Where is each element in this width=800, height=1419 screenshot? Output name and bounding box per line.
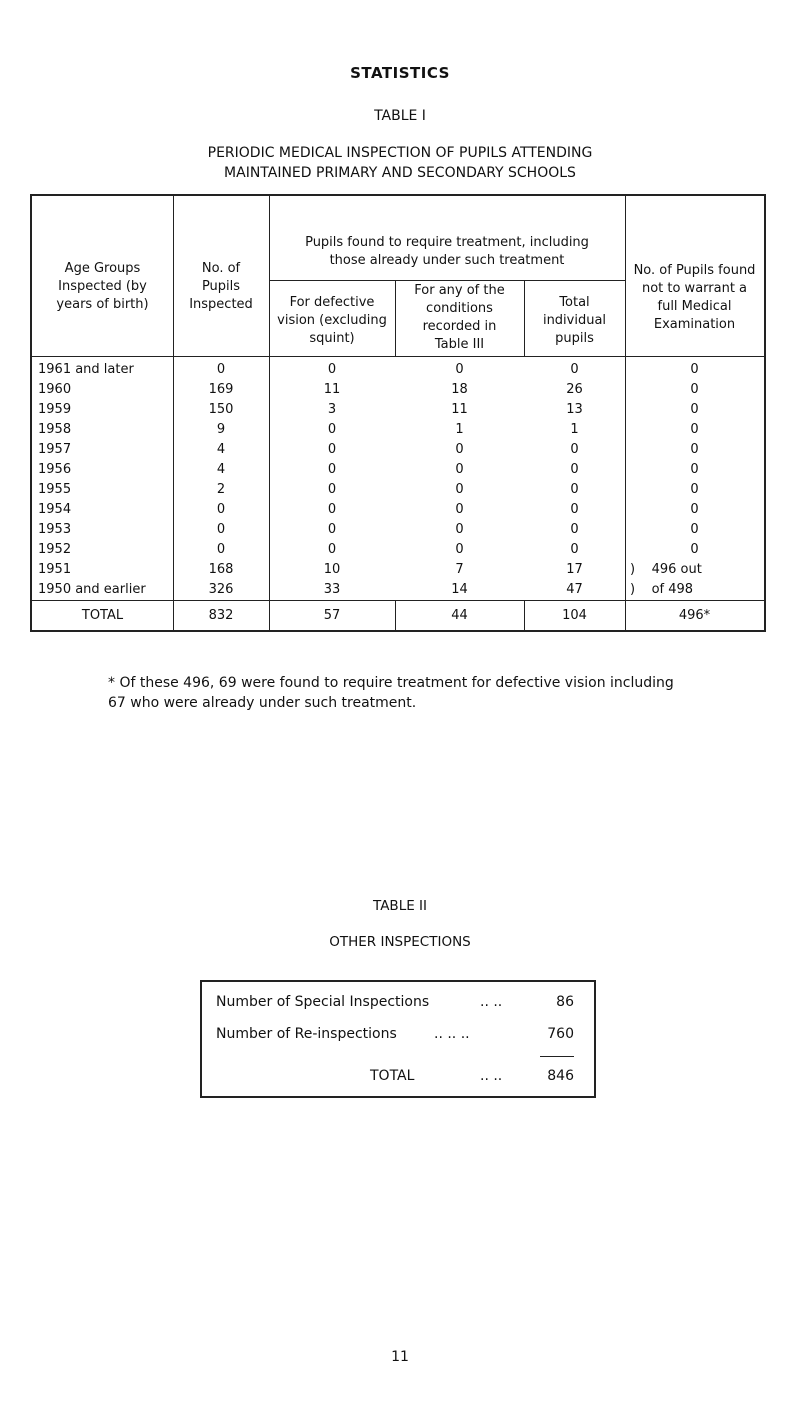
cell-vision: 0	[327, 522, 337, 537]
cell-other: 0	[455, 362, 464, 377]
cell-not-warrant: 0	[690, 502, 699, 517]
header-total-individual	[524, 294, 625, 348]
cell-other: 7	[455, 562, 464, 577]
footnote	[108, 673, 728, 713]
header-text: not to warrant a	[641, 281, 748, 296]
header-age-groups	[32, 260, 173, 314]
table1	[30, 194, 766, 632]
cell-total: 0	[570, 502, 579, 517]
cell-year: 1953	[38, 522, 72, 537]
cell-not-warrant: 0	[690, 422, 699, 437]
header-text: Pupils	[201, 279, 241, 294]
header-text: years of birth)	[56, 297, 149, 312]
header-not-warrant	[625, 262, 764, 334]
cell-year: 1954	[38, 502, 72, 517]
header-divider	[32, 356, 764, 357]
cell-inspected: 150	[208, 402, 234, 417]
cell-vision: 33	[323, 582, 341, 597]
sum-rule	[540, 1056, 574, 1057]
cell-other: 1	[455, 422, 464, 437]
cell-year: 1960	[38, 382, 72, 397]
footnote-line2: 67 who were already under such treatment.	[108, 695, 417, 711]
header-text: vision (excluding	[277, 313, 387, 328]
cell-other: 0	[455, 442, 464, 457]
cell-inspected: 4	[216, 462, 226, 477]
header-text: Total	[559, 295, 590, 310]
cell-total: 13	[566, 402, 583, 417]
header-treatment-group	[269, 234, 625, 270]
total-not-warrant: 496*	[678, 608, 711, 623]
cell-vision: 0	[327, 442, 337, 457]
header-text: squint)	[309, 331, 355, 346]
header-text: conditions	[426, 301, 493, 316]
cell-not-warrant: 0	[690, 542, 699, 557]
page-number: 11	[391, 1349, 409, 1365]
cell-year: 1955	[38, 482, 72, 497]
table2-total-value: 846	[547, 1068, 574, 1084]
header-text: individual	[542, 313, 607, 328]
cell-total: 17	[566, 562, 583, 577]
cell-not-warrant: 0	[690, 442, 699, 457]
header-text: Inspected (by	[58, 279, 147, 294]
cell-inspected: 2	[216, 482, 226, 497]
page-heading: STATISTICS	[350, 64, 450, 82]
cell-inspected: 168	[208, 562, 234, 577]
cell-not-warrant: ) 496 out	[630, 562, 702, 577]
reinspections-label: Number of Re-inspections	[216, 1026, 397, 1042]
header-text: Pupils found to require treatment, including	[305, 235, 589, 250]
reinspections-leader: .. .. ..	[434, 1026, 470, 1042]
table1-label: TABLE I	[374, 108, 426, 124]
cell-vision: 0	[327, 502, 337, 517]
header-text: Table III	[434, 337, 485, 352]
table2-title: OTHER INSPECTIONS	[329, 934, 471, 950]
table1-title	[0, 143, 800, 183]
header-text: Inspected	[189, 297, 253, 312]
cell-inspected: 9	[216, 422, 226, 437]
header-pupils-inspected	[173, 260, 269, 314]
header-other-conditions	[395, 282, 524, 354]
cell-total: 0	[570, 442, 579, 457]
cell-year: 1957	[38, 442, 72, 457]
cell-not-warrant: 0	[690, 462, 699, 477]
table2-total-leader: .. ..	[480, 1068, 503, 1084]
header-text: No. of Pupils found	[633, 263, 756, 278]
cell-total: 0	[570, 462, 579, 477]
total-vision: 57	[323, 608, 341, 623]
total-inspected: 832	[208, 608, 234, 623]
footnote-line1: * Of these 496, 69 were found to require treatment for defective vision including	[108, 675, 674, 691]
header-text: recorded in	[422, 319, 497, 334]
cell-not-warrant: 0	[690, 482, 699, 497]
header-text: Age Groups	[64, 261, 141, 276]
special-inspections-value: 86	[556, 994, 574, 1010]
cell-vision: 10	[323, 562, 341, 577]
cell-total: 26	[566, 382, 583, 397]
cell-inspected: 4	[216, 442, 226, 457]
cell-year: 1951	[38, 562, 72, 577]
cell-inspected: 169	[208, 382, 234, 397]
cell-vision: 11	[323, 382, 341, 397]
cell-year: 1958	[38, 422, 72, 437]
cell-inspected: 0	[216, 542, 226, 557]
cell-total: 47	[566, 582, 583, 597]
cell-total: 0	[570, 482, 579, 497]
header-text: pupils	[555, 331, 594, 346]
cell-other: 0	[455, 522, 464, 537]
reinspections-value: 760	[547, 1026, 574, 1042]
special-inspections-label: Number of Special Inspections	[216, 994, 430, 1010]
cell-inspected: 0	[216, 522, 226, 537]
cell-vision: 0	[327, 462, 337, 477]
cell-other: 18	[451, 382, 468, 397]
cell-other: 0	[455, 462, 464, 477]
cell-other: 11	[451, 402, 468, 417]
cell-year: 1959	[38, 402, 72, 417]
header-text: For any of the	[414, 283, 505, 298]
table2-total-label: TOTAL	[370, 1068, 415, 1084]
total-divider	[32, 600, 764, 601]
cell-other: 14	[451, 582, 468, 597]
cell-total: 0	[570, 522, 579, 537]
cell-year: 1956	[38, 462, 72, 477]
cell-vision: 0	[327, 542, 337, 557]
header-text: No. of	[201, 261, 241, 276]
table1-title-line2: MAINTAINED PRIMARY AND SECONDARY SCHOOLS	[224, 165, 576, 181]
header-defective-vision	[269, 294, 395, 348]
cell-inspected: 0	[216, 502, 226, 517]
table2	[200, 980, 596, 1098]
header-text: those already under such treatment	[329, 253, 565, 268]
cell-year: 1950 and earlier	[38, 582, 146, 597]
cell-not-warrant: 0	[690, 382, 699, 397]
cell-total: 1	[570, 422, 579, 437]
cell-inspected: 326	[208, 582, 234, 597]
table2-label: TABLE II	[373, 898, 427, 914]
cell-other: 0	[455, 502, 464, 517]
total-individual: 104	[562, 608, 587, 623]
cell-year: 1952	[38, 542, 72, 557]
table1-title-line1: PERIODIC MEDICAL INSPECTION OF PUPILS ATTENDING	[207, 145, 593, 161]
cell-total: 0	[570, 362, 579, 377]
header-text: Examination	[653, 317, 736, 332]
header-text: For defective	[289, 295, 375, 310]
cell-vision: 0	[327, 422, 337, 437]
total-label: TOTAL	[81, 608, 124, 623]
cell-not-warrant: 0	[690, 362, 699, 377]
cell-not-warrant: 0	[690, 402, 699, 417]
special-inspections-leader: .. ..	[480, 994, 503, 1010]
cell-vision: 3	[327, 402, 337, 417]
cell-other: 0	[455, 542, 464, 557]
cell-other: 0	[455, 482, 464, 497]
cell-year: 1961 and later	[38, 362, 134, 377]
cell-vision: 0	[327, 362, 337, 377]
cell-total: 0	[570, 542, 579, 557]
subheader-divider	[269, 280, 625, 281]
cell-vision: 0	[327, 482, 337, 497]
total-other: 44	[451, 608, 468, 623]
cell-not-warrant: ) of 498	[630, 582, 694, 597]
header-text: full Medical	[657, 299, 732, 314]
cell-inspected: 0	[216, 362, 226, 377]
cell-not-warrant: 0	[690, 522, 699, 537]
